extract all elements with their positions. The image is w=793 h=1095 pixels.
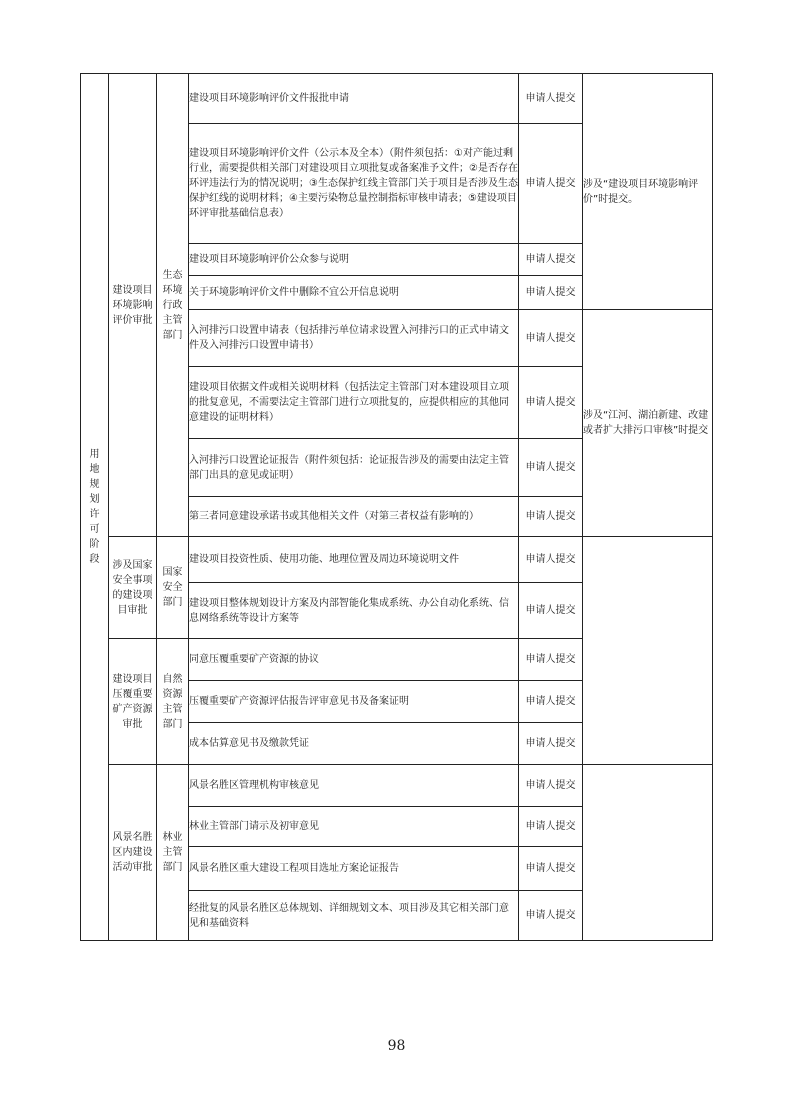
submitter-cell: 申请人提交 [519, 439, 583, 497]
item-cell [109, 537, 157, 639]
material-cell: 压覆重要矿产资源评估报告评审意见书及备案证明 [189, 681, 519, 723]
page-number: 98 [387, 1038, 406, 1054]
item-label: 涉及国家安全事项的建设项目审批 [112, 559, 153, 616]
dept-cell [157, 537, 189, 639]
note-cell: 涉及“江河、湖泊新建、改建或者扩大排污口审核”时提交 [583, 310, 713, 537]
dept-label: 生态环境行政主管部门 [162, 269, 183, 341]
submitter-cell: 申请人提交 [519, 639, 583, 681]
dept-cell [157, 74, 189, 537]
dept-label: 自然资源主管部门 [162, 673, 183, 730]
submitter-cell: 申请人提交 [519, 583, 583, 639]
material-cell: 同意压覆重要矿产资源的协议 [189, 639, 519, 681]
note-cell [583, 765, 713, 941]
material-cell: 入河排污口设置申请表（包括排污单位请求设置入河排污口的正式申请文件及入河排污口设置申请书） [189, 310, 519, 367]
note-cell: 涉及“建设项目环境影响评价”时提交。 [583, 74, 713, 310]
material-cell: 建设项目依据文件或相关说明材料（包括法定主管部门对本建设项目立项的批复意见，不需要法定主管部门进行立项批复的，应提供相应的其他同意建设的证明材料） [189, 367, 519, 439]
submitter-cell: 申请人提交 [519, 847, 583, 891]
material-cell: 关于环境影响评价文件中删除不宜公开信息说明 [189, 276, 519, 310]
submitter-cell: 申请人提交 [519, 807, 583, 847]
table-row [81, 74, 713, 124]
material-cell: 建设项目环境影响评价文件（公示本及全本）（附件须包括：①对产能过剩行业，需要提供相关部门对建设项目立项批复或备案准予文件；②是否存在环评违法行为的情况说明；③生态保护红线主管部门关于项目是否涉及生态保护红线的说明材料；④主要污染物总量控制指标审核申请表；⑤建设项目环评审批基础信息表） [189, 124, 519, 244]
submitter-cell: 申请人提交 [519, 497, 583, 537]
submitter-cell: 申请人提交 [519, 367, 583, 439]
table-row [81, 537, 713, 583]
material-cell: 建设项目环境影响评价文件报批申请 [189, 74, 519, 124]
submitter-cell: 申请人提交 [519, 681, 583, 723]
stage-label: 用地规划许可阶段 [89, 449, 100, 565]
submitter-cell: 申请人提交 [519, 891, 583, 941]
dept-label: 国家安全部门 [162, 567, 183, 608]
table-row [81, 765, 713, 807]
item-label: 建设项目压覆重要矿产资源审批 [112, 673, 153, 730]
submitter-cell: 申请人提交 [519, 723, 583, 765]
submitter-cell: 申请人提交 [519, 276, 583, 310]
material-cell: 林业主管部门请示及初审意见 [189, 807, 519, 847]
material-cell: 入河排污口设置论证报告（附件须包括：论证报告涉及的需要由法定主管部门出具的意见或证明） [189, 439, 519, 497]
submitter-cell: 申请人提交 [519, 537, 583, 583]
submitter-cell: 申请人提交 [519, 124, 583, 244]
item-label: 建设项目环境影响评价审批 [112, 284, 153, 326]
material-cell: 风景名胜区重大建设工程项目选址方案论证报告 [189, 847, 519, 891]
material-cell: 第三者同意建设承诺书或其他相关文件（对第三者权益有影响的） [189, 497, 519, 537]
item-cell [109, 765, 157, 941]
item-label: 风景名胜区内建设活动审批 [112, 832, 153, 873]
stage-cell [81, 74, 109, 941]
note-cell [583, 537, 713, 765]
dept-label: 林业主管部门 [162, 832, 183, 873]
material-cell: 成本估算意见书及缴款凭证 [189, 723, 519, 765]
submitter-cell: 申请人提交 [519, 310, 583, 367]
item-cell [109, 74, 157, 537]
material-cell: 建设项目投资性质、使用功能、地理位置及周边环境说明文件 [189, 537, 519, 583]
material-cell: 建设项目环境影响评价公众参与说明 [189, 244, 519, 276]
dept-cell [157, 639, 189, 765]
material-cell: 风景名胜区管理机构审核意见 [189, 765, 519, 807]
submitter-cell: 申请人提交 [519, 74, 583, 124]
materials-table [80, 73, 713, 941]
dept-cell [157, 765, 189, 941]
material-cell: 经批复的风景名胜区总体规划、详细规划文本、项目涉及其它相关部门意见和基础资料 [189, 891, 519, 941]
submitter-cell: 申请人提交 [519, 765, 583, 807]
submitter-cell: 申请人提交 [519, 244, 583, 276]
item-cell [109, 639, 157, 765]
material-cell: 建设项目整体规划设计方案及内部智能化集成系统、办公自动化系统、信息网络系统等设计方案等 [189, 583, 519, 639]
